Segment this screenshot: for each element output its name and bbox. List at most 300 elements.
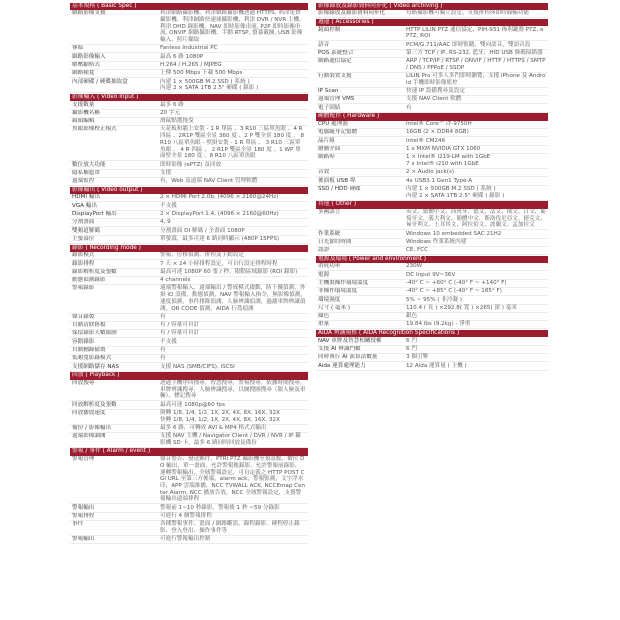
spec-row — [70, 425, 308, 433]
spec-label: 遠端監控 — [72, 178, 95, 185]
spec-value — [160, 347, 308, 354]
spec-value-line: 聲音警告、發送郵件、PTRI PTZ 攝影機至預設點，數位 DO 輸出，單一畫面，允許警報後錄影，允許警報前錄影，連轉警報輸出，全域警報設定，可自定義之 HTTP POST CGI URL 至第三方後端，alarm ack，警報監測，文字浮水印，APP 雲端推播，NCC TVWALL ACK, NCCEmap Center Alarm, NCC 播放告效，NCC 全域警報設定，支援警報輸出遠端排程 — [160, 456, 306, 503]
spec-value-line: 230W — [406, 263, 423, 270]
spec-value-line: 不支援 — [160, 202, 177, 209]
spec-label: 後面板 USB 埠 — [318, 177, 356, 184]
spec-value-line: 銀色 — [406, 313, 418, 320]
section-header: 其他 ( Other ) — [316, 201, 548, 208]
spec-value-line: 單螢幕，最多可達 6 路同時顯示 (480P 15FPS) — [160, 235, 280, 242]
spec-value — [406, 104, 548, 111]
spec-value — [406, 88, 548, 95]
spec-value-line: 6 門 — [406, 346, 417, 353]
spec-label: 備份 / 影像輸出 — [72, 424, 112, 431]
spec-section-basic-spec — [70, 3, 308, 94]
spec-value-line: 2 × Audio jack(s) — [406, 169, 455, 176]
spec-value-line: 天花板和牆上安裝 - 1 R 單區 、3 R10 三區單魚眼 、4 R 四區 、2R1P 雙區全景 360 度 、2 P 雙全景 180 度 、 8 R10 八區單魚眼 - 壁掛安裝 - 1 R 單區 、 3 R10 三區單魚眼 、 4 R 四區 、 2 R1P 雙區全景 180 度 、1 WP 單面壁全景 180 度 、8 R10 八區單魚眼 — [160, 126, 305, 160]
spec-label: 事件 — [72, 521, 84, 528]
spec-value — [406, 280, 548, 287]
spec-label: 警報輸出 — [72, 504, 95, 511]
spec-value — [406, 239, 548, 246]
spec-row — [70, 236, 308, 244]
spec-value — [406, 346, 548, 353]
spec-label: 電腦隨身記憶體 — [318, 129, 358, 136]
spec-row — [316, 137, 548, 145]
spec-value — [406, 41, 548, 48]
spec-value-line: 2 × DisplayPort 1.4, (4096 × 2160@60Hz) — [160, 211, 279, 218]
spec-row — [70, 363, 308, 371]
spec-row — [70, 260, 308, 268]
spec-value-line: 每路攝影機可獨立設定、支援排程與即時錄輸功能 — [406, 10, 530, 17]
spec-section-power-and-environment — [316, 256, 548, 330]
spec-value — [160, 314, 308, 321]
spec-row — [70, 536, 308, 544]
spec-value — [160, 456, 308, 504]
spec-value-line: LILIN Pro 可多人多門即時瀏覽，支援 iPhone 及 Android 手機即時影像監控 — [406, 73, 546, 86]
spec-row — [316, 362, 548, 370]
spec-section-video-output — [70, 187, 308, 244]
spec-value-line: CE, FCC — [406, 247, 429, 254]
spec-row — [70, 277, 308, 285]
spec-section-alarm-event — [70, 448, 308, 544]
spec-row — [70, 347, 308, 355]
spec-label: 電源 — [318, 271, 330, 278]
spec-row — [70, 227, 308, 235]
spec-row — [316, 280, 548, 288]
spec-value — [160, 355, 308, 362]
spec-label: POS 系統整合 — [318, 49, 354, 56]
spec-value-line: 4, 9 — [160, 219, 171, 226]
spec-row — [316, 263, 548, 271]
spec-value — [160, 10, 308, 44]
spec-label: 錄影模式 — [72, 252, 95, 259]
spec-row — [316, 129, 548, 137]
spec-section-video-archiving — [316, 3, 548, 19]
spec-value-line: 支援 NAS (SMB/CIFS), iSCSI — [160, 363, 235, 370]
spec-row — [70, 338, 308, 346]
spec-label: 支援數量 — [72, 101, 95, 108]
spec-value-line: 5% ~ 95% ( 非冷凝 ) — [406, 296, 463, 303]
spec-label: 主機裝操作環境溫度 — [318, 279, 369, 286]
spec-row — [316, 271, 548, 279]
spec-value — [160, 236, 308, 243]
spec-row — [316, 186, 548, 201]
spec-row — [316, 209, 548, 231]
spec-row — [316, 26, 548, 41]
spec-value — [160, 433, 308, 447]
spec-row — [70, 78, 308, 93]
spec-value — [160, 330, 308, 337]
spec-row — [316, 321, 548, 329]
section-header: AIDA 辨識規格 ( AIDA Recognition Specifications ) — [316, 330, 548, 337]
spec-value — [406, 137, 548, 144]
spec-row — [70, 314, 308, 322]
spec-value-line: 16GB (2 × DDR4 8GB) — [406, 129, 469, 136]
spec-label: DisplayPort 輸出 — [72, 211, 117, 218]
spec-value — [406, 354, 548, 361]
spec-value — [160, 101, 308, 108]
spec-row — [70, 513, 308, 521]
spec-label: 低頻寬影錄模式 — [72, 355, 112, 362]
spec-value-line: 19.84 lbs (9.2kg) - 淨重 — [406, 321, 471, 328]
spec-value-line: 警報、位移偵測、排程及手動設定 — [160, 252, 244, 259]
spec-row — [316, 154, 548, 169]
spec-value-line: 可進行警報輸出控制 — [160, 536, 211, 543]
spec-section-aida-recognition-specifications — [316, 330, 548, 371]
spec-label: 警報排程 — [72, 512, 95, 519]
spec-value — [160, 202, 308, 209]
spec-label: 解壓縮格式 — [72, 61, 100, 68]
spec-row — [70, 101, 308, 109]
spec-value — [160, 178, 308, 185]
spec-value — [160, 269, 308, 276]
spec-value-line: 內建 1 × 500GB M.2 SSD ( 系統 ) — [160, 78, 250, 85]
spec-value — [160, 504, 308, 511]
spec-value-line: 第三方 TCP / IP, RS-232, 藍牙，HID USB 條碼掃描器 — [406, 49, 543, 56]
spec-value-line: 最高可達 1080P 60 張 / 秒，限動區域錄影 (ROI 錄影) — [160, 268, 298, 275]
spec-value-line: 7 x Intel® i210 with 1GbE — [406, 160, 479, 167]
spec-value — [406, 154, 548, 168]
spec-label: CPU 處理器 — [318, 121, 348, 128]
spec-value — [160, 380, 308, 401]
spec-value-line: -40° C ~ +60° C (-40° F ~ +140° F) — [406, 279, 507, 286]
spec-value-line: 遠端警報輸入，遠端輸出 / 警戒模式啟動，防干擾偵測，外掛 IO 設備，動態偵測，NAV 警報輸入指令，無影像偵測，速度偵測，事件排隊偵測，人臉辨識偵測，過濾車牌辨識偵測，QR CODE 偵測，AIDA 行爲偵測 — [160, 285, 306, 312]
spec-value — [160, 322, 308, 329]
spec-row — [70, 433, 308, 448]
spec-value-line: 6 門 — [406, 337, 417, 344]
spec-label: 警報管理 — [72, 456, 95, 463]
spec-value-line: 支援 NAV 主機 / Navigator Client / DVR / NVR / IP 攝影機 SD 卡，最多 6 路同時回放及備份 — [160, 433, 301, 446]
spec-value-line: 3 個引擎 — [406, 354, 429, 361]
spec-row — [316, 146, 548, 154]
spec-value-line: 內建 1 × 500GB M.2 SSD ( 系統 ) — [406, 185, 496, 192]
spec-section-hardware — [316, 113, 548, 200]
spec-value-line: Windows 作業系統內建 — [406, 238, 467, 245]
spec-value-line: 各種警報事件、畫面 / 網路斷訊、錄程錄影、硬程停止錄影、登入登出、操作事件等 — [160, 521, 300, 534]
spec-value-line: 有 — [406, 104, 412, 111]
spec-label: 繪圖介面 — [318, 145, 341, 152]
spec-label: 顏色 — [318, 313, 330, 320]
spec-label: 回放播放速度 — [72, 409, 106, 416]
spec-row — [70, 126, 308, 161]
spec-row — [316, 313, 548, 321]
spec-value — [160, 363, 308, 370]
spec-value — [160, 260, 308, 267]
spec-value-line: 滑鼠點選拖曳 — [160, 118, 194, 125]
spec-value-line: 警報前 1~10 秒錄影，警報後 1 秒 ~59 分錄影 — [160, 504, 280, 511]
spec-label: 音效 — [318, 169, 330, 176]
spec-label: 保留錄影天數限制 — [72, 330, 117, 337]
spec-value-line: 利津網路攝影機、利津網路攝影機透過 HTTPS, 利津免費攝影機、利津網路快速球攝影機、利津 DVR / NVR 主機、利津 DHD 錄影機、NAV 即時影像串流, P2P 即時影像串流, ONVIF 網路攝影機、手動 RTSP, 螢幕截圖, USB 影像輸入、照片擷取 — [160, 10, 305, 44]
spec-label: 語音 — [318, 41, 330, 48]
spec-value-line: 有 / 容量可自訂 — [160, 322, 200, 329]
spec-value — [160, 285, 308, 312]
spec-label: 容錯錄影 — [72, 338, 95, 345]
spec-value-line: PCM/G.711/AAC 即時監聽，雙向語音，雙語音設 — [406, 41, 531, 48]
spec-value — [406, 209, 548, 230]
spec-label: 內部硬碟 / 硬碟抽取盒 — [72, 78, 128, 85]
spec-row — [70, 330, 308, 338]
left-spec-column — [70, 2, 308, 544]
spec-row — [70, 202, 308, 210]
spec-value — [160, 252, 308, 259]
spec-value-line: 支援 NAV Client 軟體 — [406, 96, 462, 103]
spec-label: 認證 — [318, 247, 330, 254]
spec-label: VGA 輸出 — [72, 202, 97, 209]
spec-value — [406, 288, 548, 295]
spec-label: 回放搜尋 — [72, 379, 95, 386]
spec-row — [316, 305, 548, 313]
spec-value — [160, 170, 308, 177]
spec-row — [316, 104, 548, 112]
spec-label: 自動刪錄備製 — [72, 346, 106, 353]
spec-label: 重量 — [318, 321, 330, 328]
spec-label: 雙頻道解碼 — [72, 227, 100, 234]
spec-row — [70, 219, 308, 227]
spec-value-line: 7 天 × 24 小時排程設定，可自行設定排程時程 — [160, 260, 278, 267]
spec-value — [406, 313, 548, 320]
spec-value-line: 最多 6 路 — [160, 101, 184, 108]
spec-value — [406, 169, 548, 176]
spec-label: 警報輸出 — [72, 536, 95, 543]
spec-value-line: 內建 2 × SATA 1TB 2.5" 硬碟 ( 錄影 ) — [160, 85, 259, 92]
spec-value-line: 有 — [160, 346, 166, 353]
spec-row — [316, 239, 548, 247]
spec-section-playback — [70, 372, 308, 448]
spec-value — [160, 53, 308, 60]
spec-value — [406, 121, 548, 128]
spec-value-line: 4 channels — [160, 277, 191, 284]
spec-row — [316, 96, 548, 104]
spec-value-line: 可進行 4 個警報排程 — [160, 512, 212, 519]
spec-row — [70, 45, 308, 53]
spec-value-line: H.264 / H.265 / MJPEG — [160, 61, 222, 68]
spec-label: SSD / HDD 硬碟 — [318, 185, 361, 192]
spec-label: 環境濕度 — [318, 296, 341, 303]
spec-value — [406, 337, 548, 344]
spec-value-line: 上傳 500 Mbps 下載 500 Mbps — [160, 70, 243, 77]
spec-value — [160, 277, 308, 284]
spec-value — [406, 58, 548, 72]
spec-section-video-input — [70, 94, 308, 186]
spec-value — [406, 305, 548, 312]
spec-value — [406, 271, 548, 278]
spec-value-line: 不支援 — [160, 338, 177, 345]
spec-label: 主螢幕位 — [72, 235, 95, 242]
spec-row — [70, 410, 308, 425]
spec-label: 影像錄放及錄影資料同步化 — [318, 10, 386, 17]
spec-row — [70, 456, 308, 505]
spec-value-line: 即時影像 (ePTZ) 及回放 — [160, 161, 222, 168]
spec-label: 晶片組 — [318, 137, 335, 144]
spec-value — [406, 50, 548, 57]
spec-label: 睿暗 — [72, 45, 84, 52]
spec-label: NAV 車牌及智慧相關授權 — [318, 337, 382, 344]
spec-row — [316, 346, 548, 354]
spec-label: 網路埠 — [318, 154, 335, 161]
spec-value-line: -40° C ~ +85° C (-40° F ~ 185° F) — [406, 288, 502, 295]
spec-row — [70, 53, 308, 61]
spec-value — [406, 177, 548, 184]
section-header: 影像輸入 ( Video Input ) — [70, 94, 308, 101]
spec-value-line: 1 x MXM NVIDIA GTX 1060 — [406, 145, 481, 152]
spec-label: 鏡頭控制 — [318, 26, 341, 33]
spec-label: 網路影像支援 — [72, 10, 106, 17]
spec-value-line: 有 — [160, 313, 166, 320]
spec-value — [160, 118, 308, 125]
spec-row — [316, 41, 548, 49]
spec-row — [70, 401, 308, 409]
spec-value-line: ARP / TCP/IP / RTSP / ONVIF / HTTP / HTTPS / SMTP / DNS / PPPoE / SSDP — [406, 58, 546, 71]
spec-label: 回放解析度及張數 — [72, 401, 117, 408]
spec-section-other — [316, 201, 548, 255]
spec-value — [406, 146, 548, 153]
spec-section-recording-mode — [70, 245, 308, 372]
spec-value-line: 最高可達 1080p@60 fps — [160, 401, 225, 408]
spec-row — [70, 211, 308, 219]
spec-row — [316, 337, 548, 345]
spec-value — [406, 362, 548, 369]
section-header: 錄影 ( Recording mode ) — [70, 245, 308, 252]
spec-value-line: Intel® CM246 — [406, 137, 446, 144]
spec-row — [316, 121, 548, 129]
spec-label: 網路通信協定 — [318, 58, 352, 65]
spec-value-line: 英文、繁體中文、西班牙、德文、法文、俄文、日文、葡萄牙文、義大利文、簡體中文、斯洛伐尼亞文、捷克文、匈牙利文、土耳其文、阿拉伯文、波蘭文、孟加拉文 — [406, 208, 546, 229]
spec-row — [70, 504, 308, 512]
spec-row — [70, 252, 308, 260]
spec-row — [316, 296, 548, 304]
spec-label: 分割畫面 — [72, 219, 95, 226]
spec-value-line: DC Input 9V~36V — [406, 271, 456, 278]
spec-value-line: 4x USB3.1 Gen1 Type-A — [406, 177, 473, 184]
spec-value — [160, 194, 308, 201]
spec-row — [316, 58, 548, 73]
spec-value — [406, 321, 548, 328]
spec-label: IP Scan — [318, 88, 339, 95]
spec-value — [160, 211, 308, 218]
spec-value — [406, 186, 548, 200]
spec-value — [160, 110, 308, 117]
spec-row — [70, 118, 308, 126]
spec-value-line: 倒轉 1/8, 1/4, 1/2, 1X, 2X, 4X, 8X, 16X, 32X — [160, 409, 280, 416]
spec-value-line: 快轉 1/8, 1/4, 1/2, 1X, 2X, 4X, 8X, 16X, 32X — [160, 416, 280, 423]
spec-value-line: 支援 — [160, 169, 172, 176]
spec-label: 警報錄影 — [72, 285, 95, 292]
spec-section-accessories — [316, 19, 548, 113]
spec-value-line: 分割畫面 DI 解碼 / 全畫面 1080P — [160, 227, 245, 234]
spec-value-line: 20 字元 — [160, 109, 181, 116]
spec-row — [70, 355, 308, 363]
spec-row — [316, 50, 548, 58]
spec-label: 作業系統 — [318, 230, 341, 237]
spec-value — [160, 425, 308, 432]
spec-value-line: 快速 IP 設備搜尋及設定 — [406, 88, 465, 95]
spec-value-line: 有，Web 及遠端 NAV Client 管理軟體 — [160, 178, 258, 185]
spec-label: 尺寸 ( 毫米 ) — [318, 304, 351, 311]
spec-value — [160, 219, 308, 226]
spec-row — [316, 73, 548, 88]
spec-label: 電子固結 — [318, 104, 341, 111]
spec-value-line: 110.4 ( 長 ) ×292.8( 寬 ) ×265( 深 ) 毫米 — [406, 304, 517, 311]
section-header: 回放 ( Playback ) — [70, 372, 308, 379]
spec-label: 多國語言 — [318, 208, 341, 215]
spec-value — [160, 126, 308, 160]
spec-label: 網路頻寬 — [72, 70, 95, 77]
spec-value-line: Windows 10 embedded SAC 21H2 — [406, 230, 502, 237]
spec-row — [316, 247, 548, 255]
section-header: 影像輸出 ( Video output ) — [70, 187, 308, 194]
spec-label: 鏡頭編輯 — [72, 118, 95, 125]
section-header: 電源及環境 ( Power and environment ) — [316, 256, 548, 263]
spec-label: HDMI 輸出 — [72, 194, 100, 201]
spec-label: 非操作環境溫度 — [318, 288, 358, 295]
spec-label: 錄影排程 — [72, 260, 95, 267]
spec-label: 支援 AI 辨識門數 — [318, 346, 361, 353]
spec-value — [160, 410, 308, 424]
spec-row — [316, 88, 548, 96]
spec-row — [70, 285, 308, 313]
spec-row — [70, 269, 308, 277]
section-header: 影像錄放及錄影資料同步化 ( Video archiving ) — [316, 3, 548, 10]
spec-value-line: 2 × HDMI Port 2.0b, (4096 × 2160@24Hz) — [160, 194, 279, 201]
spec-value — [406, 296, 548, 303]
spec-row — [70, 170, 308, 178]
spec-value-line: Intel® Core™ i7-9750H — [406, 121, 472, 128]
spec-row — [70, 10, 308, 45]
spec-value-line: Fanless Industrial PC — [160, 45, 218, 52]
spec-label: 錄影解析度及張數 — [72, 268, 117, 275]
spec-value — [406, 26, 548, 40]
spec-label: 網路影像輸入 — [72, 53, 106, 60]
spec-label: 遠端影像調閱 — [72, 433, 106, 440]
spec-row — [316, 230, 548, 238]
section-header: 警報 / 事件 ( Alarm / event ) — [70, 448, 308, 455]
spec-value — [406, 247, 548, 254]
spec-value-line: 12 Aida 運算量 ( 主機 ) — [406, 362, 467, 369]
spec-row — [70, 521, 308, 536]
spec-value — [406, 129, 548, 136]
spec-label: 魚眼影像校正模式 — [72, 126, 117, 133]
spec-value — [406, 10, 548, 17]
spec-value-line: 透過主機序回搜尋，智慧搜尋，警報搜尋，依據時間搜尋，車牌辨識搜尋，人臉辨識搜尋，以圖搜圖搜尋（限人臉及車輛），標記搜尋 — [160, 379, 306, 400]
spec-row — [70, 110, 308, 118]
spec-label: 隱私權遮罩 — [72, 169, 100, 176]
section-header: 週邊 ( Accessories ) — [316, 19, 548, 26]
spec-value-line: 有 — [160, 355, 166, 362]
spec-label: 日光節約時間 — [318, 238, 352, 245]
spec-value-line: 有 / 容量可自訂 — [160, 330, 200, 337]
spec-value-line: 最多 6 路，可轉成 AVI & MP4 格式式輸出 — [160, 424, 267, 431]
spec-label: Aida 運算處理能力 — [318, 362, 366, 369]
spec-label: 攝影機名稱 — [72, 109, 100, 116]
spec-label: 數位放大功能 — [72, 161, 106, 168]
spec-value — [160, 62, 308, 69]
spec-value — [406, 263, 548, 270]
spec-value-line: 內建 2 × SATA 1TB 2.5" 硬碟 ( 錄影 ) — [406, 192, 505, 199]
spec-value-line: HTTP LILIN PTZ 通信協定、PIH-931 佈利鍵盤 PTZ, ePTZ, ROI — [406, 26, 544, 40]
spec-label: 自動清除舊檔 — [72, 322, 106, 329]
section-header: 基本規格 ( Basic Spec ) — [70, 3, 308, 10]
spec-row — [316, 288, 548, 296]
section-header: 硬體配件 ( Hardware ) — [316, 113, 548, 120]
spec-row — [70, 62, 308, 70]
spec-row — [316, 169, 548, 177]
spec-label: 遠端管理 VMS — [318, 96, 355, 103]
spec-value — [406, 96, 548, 103]
spec-label: 支援網路儲存 NAS — [72, 363, 119, 370]
spec-row — [70, 322, 308, 330]
spec-label: 消耗功率 — [318, 263, 341, 270]
right-spec-column — [316, 2, 548, 371]
